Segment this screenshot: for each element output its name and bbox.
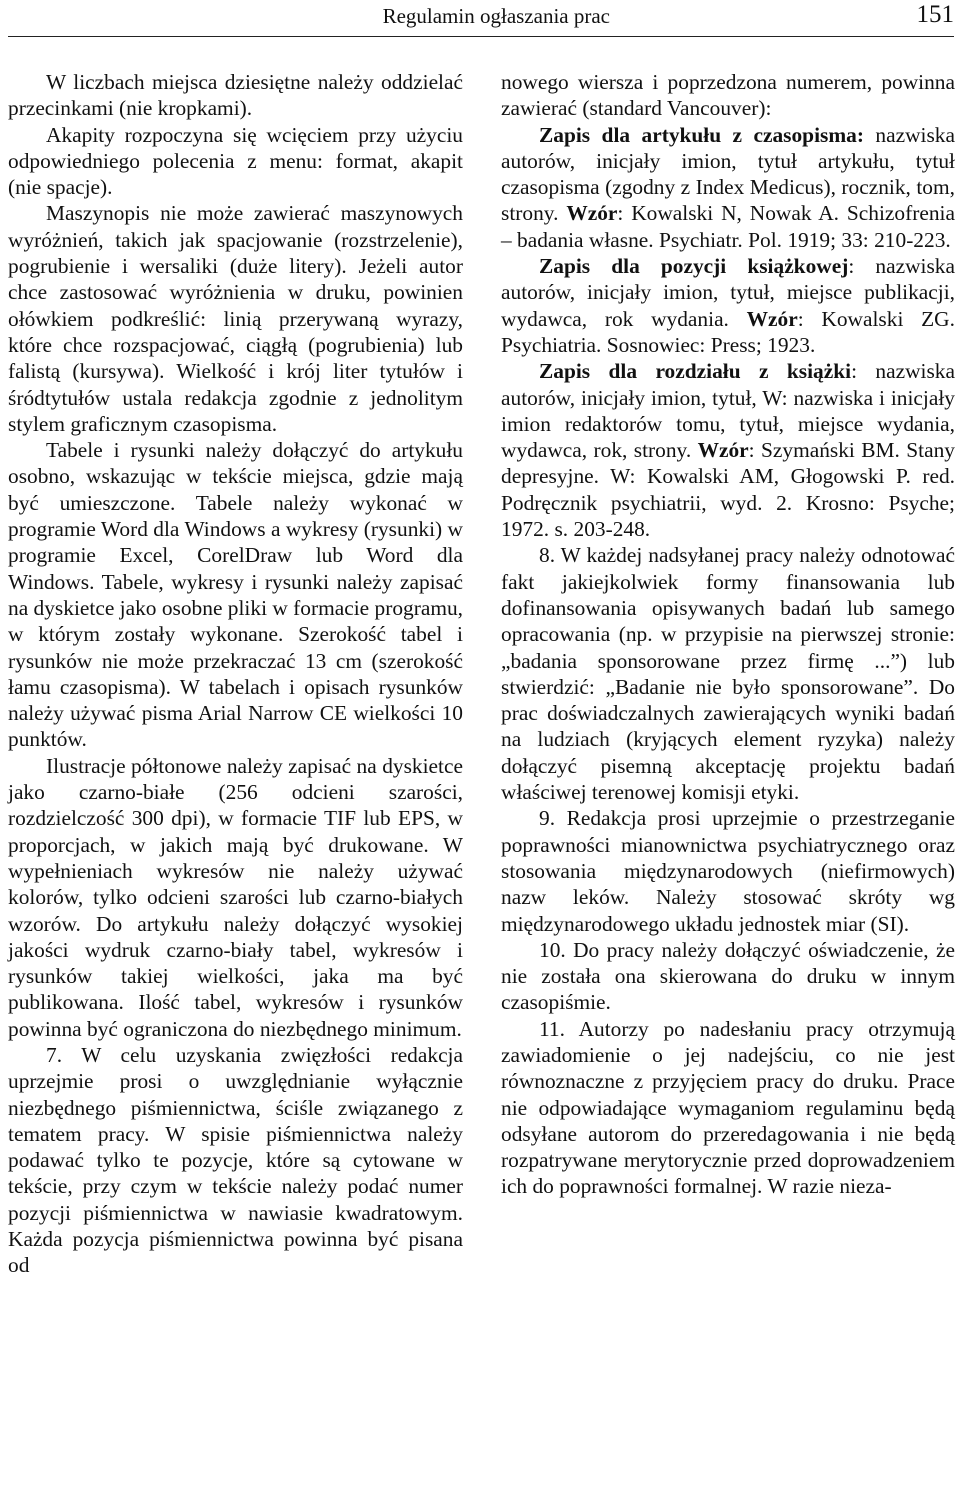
paragraph-exclusivity-statement: 10. Do pracy należy dołączyć oświadczenie, że nie została ona skierowana do druku w innym czasopiśmie. bbox=[501, 937, 955, 1015]
chapter-pattern-label: Wzór bbox=[697, 438, 749, 463]
book-citation-text: : nazwiska autorów, inicjały imion, tytuł, miejsce publikacji, wydawca, rok wydania. bbox=[501, 254, 955, 331]
article-citation-label: Zapis dla artykułu z czasopisma: bbox=[539, 122, 864, 147]
page-number: 151 bbox=[916, 1, 954, 28]
paragraph-book-citation bbox=[501, 253, 955, 358]
paragraph-nomenclature: 9. Redakcja prosi uprzejmie o przestrzeganie poprawności mianownictwa psychiatrycznego oraz stosowania międzynarodowych (niefirmowych) nazw leków. Należy stosować skróty wg międzynarodowego układu jednostek miar (SI). bbox=[501, 806, 955, 936]
paragraph-indentation: Akapity rozpoczyna się wcięciem przy użyciu odpowiedniego polecenia z menu: format, akapit (nie spacje). bbox=[8, 122, 463, 200]
running-title: Regulamin ogłaszania prac bbox=[382, 4, 610, 28]
book-pattern-label: Wzór bbox=[746, 306, 798, 331]
paragraph-typescript-formatting: Maszynopis nie może zawierać maszynowych wyróżnień, takich jak spacjowanie (rozstrzelenie), pogrubienie i wersaliki (duże litery). Jeżeli autor chce zastosować wyróżnienia w druku, powinien ołówkiem podkreślić: linią przerywaną wyrazy, które chce rozspacjować, ciągłą (pogrubienia) lub falistą (kursywa). Wielkość i krój liter tytułów i śródtytułów ustala redakcja zgodnie z jednolitym stylem graficznym czasopisma. bbox=[8, 201, 463, 436]
right-column bbox=[501, 69, 955, 1200]
book-pattern-example: : Kowalski ZG. Psychiatria. Sosnowiec: Press; 1923. bbox=[501, 306, 955, 357]
left-column bbox=[8, 69, 463, 1279]
page-header bbox=[8, 0, 954, 37]
paragraph-decimals: W liczbach miejsca dziesiętne należy oddzielać przecinkami (nie kropkami). bbox=[8, 70, 463, 121]
paragraph-article-citation bbox=[501, 122, 955, 253]
article-citation-text: nazwiska autorów, inicjały imion, tytuł artykułu, tytuł czasopisma (zgodny z Index Medicus), rocznik, tom, strony. bbox=[501, 122, 955, 226]
paragraph-funding-disclosure: 8. W każdej nadsyłanej pracy należy odnotować fakt jakiejkolwiek formy finansowania lub dofinansowania opisywanych badań lub samego opracowania (np. w przypisie na pierwszej stronie: „badania sponsorowane przez firmę ...”) lub stwierdzić: „Badanie nie było sponsorowane”. Do prac doświadczalnych zawierających wyniki badań na ludziach (kryjących element ryzyka) należy dołączyć pisemną akceptację projektu badań właściwej terenowej komisji etyki. bbox=[501, 543, 955, 805]
article-pattern-label: Wzór bbox=[566, 201, 618, 226]
article-pattern-example: : Kowalski N, Nowak A. Schizofrenia – badania własne. Psychiatr. Pol. 1919; 33: 210-223. bbox=[501, 201, 955, 252]
chapter-pattern-example: : Szymański BM. Stany depresyjne. W: Kowalski AM, Głogowski P. red. Podręcznik psychiatrii, wyd. 2. Krosno: Psyche; 1972. s. 203-248. bbox=[501, 438, 955, 542]
paragraph-references-rule: 7. W celu uzyskania zwięzłości redakcja uprzejmie prosi o uwzględnianie wyłącznie niezbędnego piśmiennictwa, ściśle związanego z tematem pracy. W spisie piśmiennictwa należy podawać tylko te pozycje, które są cytowane w tekście, przy czym w tekście należy podać numer pozycji piśmiennictwa w nawiasie kwadratowym. Każda pozycja piśmiennictwa powinna być pisana od bbox=[8, 1042, 463, 1278]
paragraph-submission-notice: 11. Autorzy po nadesłaniu pracy otrzymują zawiadomienie o jej nadejściu, co nie jest równoznaczne z przyjęciem pracy do druku. Prace nie odpowiadające wymaganiom regulaminu będą odsyłane autorom do przeredagowania i nie będą rozpatrywane merytorycznie przed doprowadzeniem ich do poprawności formalnej. W razie nieza- bbox=[501, 1016, 955, 1199]
paragraph-tables-figures: Tabele i rysunki należy dołączyć do artykułu osobno, wskazując w tekście miejsca, gdzie mają być umieszczone. Tabele należy wykonać w programie Word dla Windows a wykresy (rysunki) w programie Excel, CorelDraw lub Word dla Windows. Tabele, wykresy i rysunki należy zapisać na dyskietce jako osobne pliki w formacie programu, w którym zostały wykonane. Szerokość tabel i rysunków nie może przekraczać 13 cm (szerokość łamu czasopisma). W tabelach i opisach rysunków należy używać pisma Arial Narrow CE wielkości 10 punktów. bbox=[8, 438, 464, 752]
book-citation-label: Zapis dla pozycji książkowej bbox=[539, 254, 849, 279]
chapter-citation-text: : nazwiska autorów, inicjały imion, tytuł, W: nazwiska i inicjały imion redaktorów tomu, tytuł, miejsce wydania, wydawca, rok, strony. bbox=[501, 359, 955, 463]
paragraph-halftone-illustrations: Ilustracje półtonowe należy zapisać na dyskietce jako czarno-białe (256 odcieni szarości, rozdzielczość 300 dpi), w formacie TIF lub EPS, w proporcjach, w jakich mają być drukowane. W wypełnieniach wykresów nie należy używać kolorów, tylko odcieni szarości lub czarno-białych wzorów. Do artykułu należy dołączyć wysokiej jakości wydruk czarno-biały tabel, wykresów i rysunków takiej wielkości, jaka ma być publikowana. Ilość tabel, wykresów i rysunków powinna być ograniczona do niezbędnego minimum. bbox=[8, 753, 463, 1041]
chapter-citation-label: Zapis dla rozdziału z książki bbox=[539, 359, 852, 384]
paragraph-references-continued: nowego wiersza i poprzedzona numerem, powinna zawierać (standard Vancouver): bbox=[501, 70, 955, 121]
paragraph-chapter-citation bbox=[501, 358, 955, 542]
